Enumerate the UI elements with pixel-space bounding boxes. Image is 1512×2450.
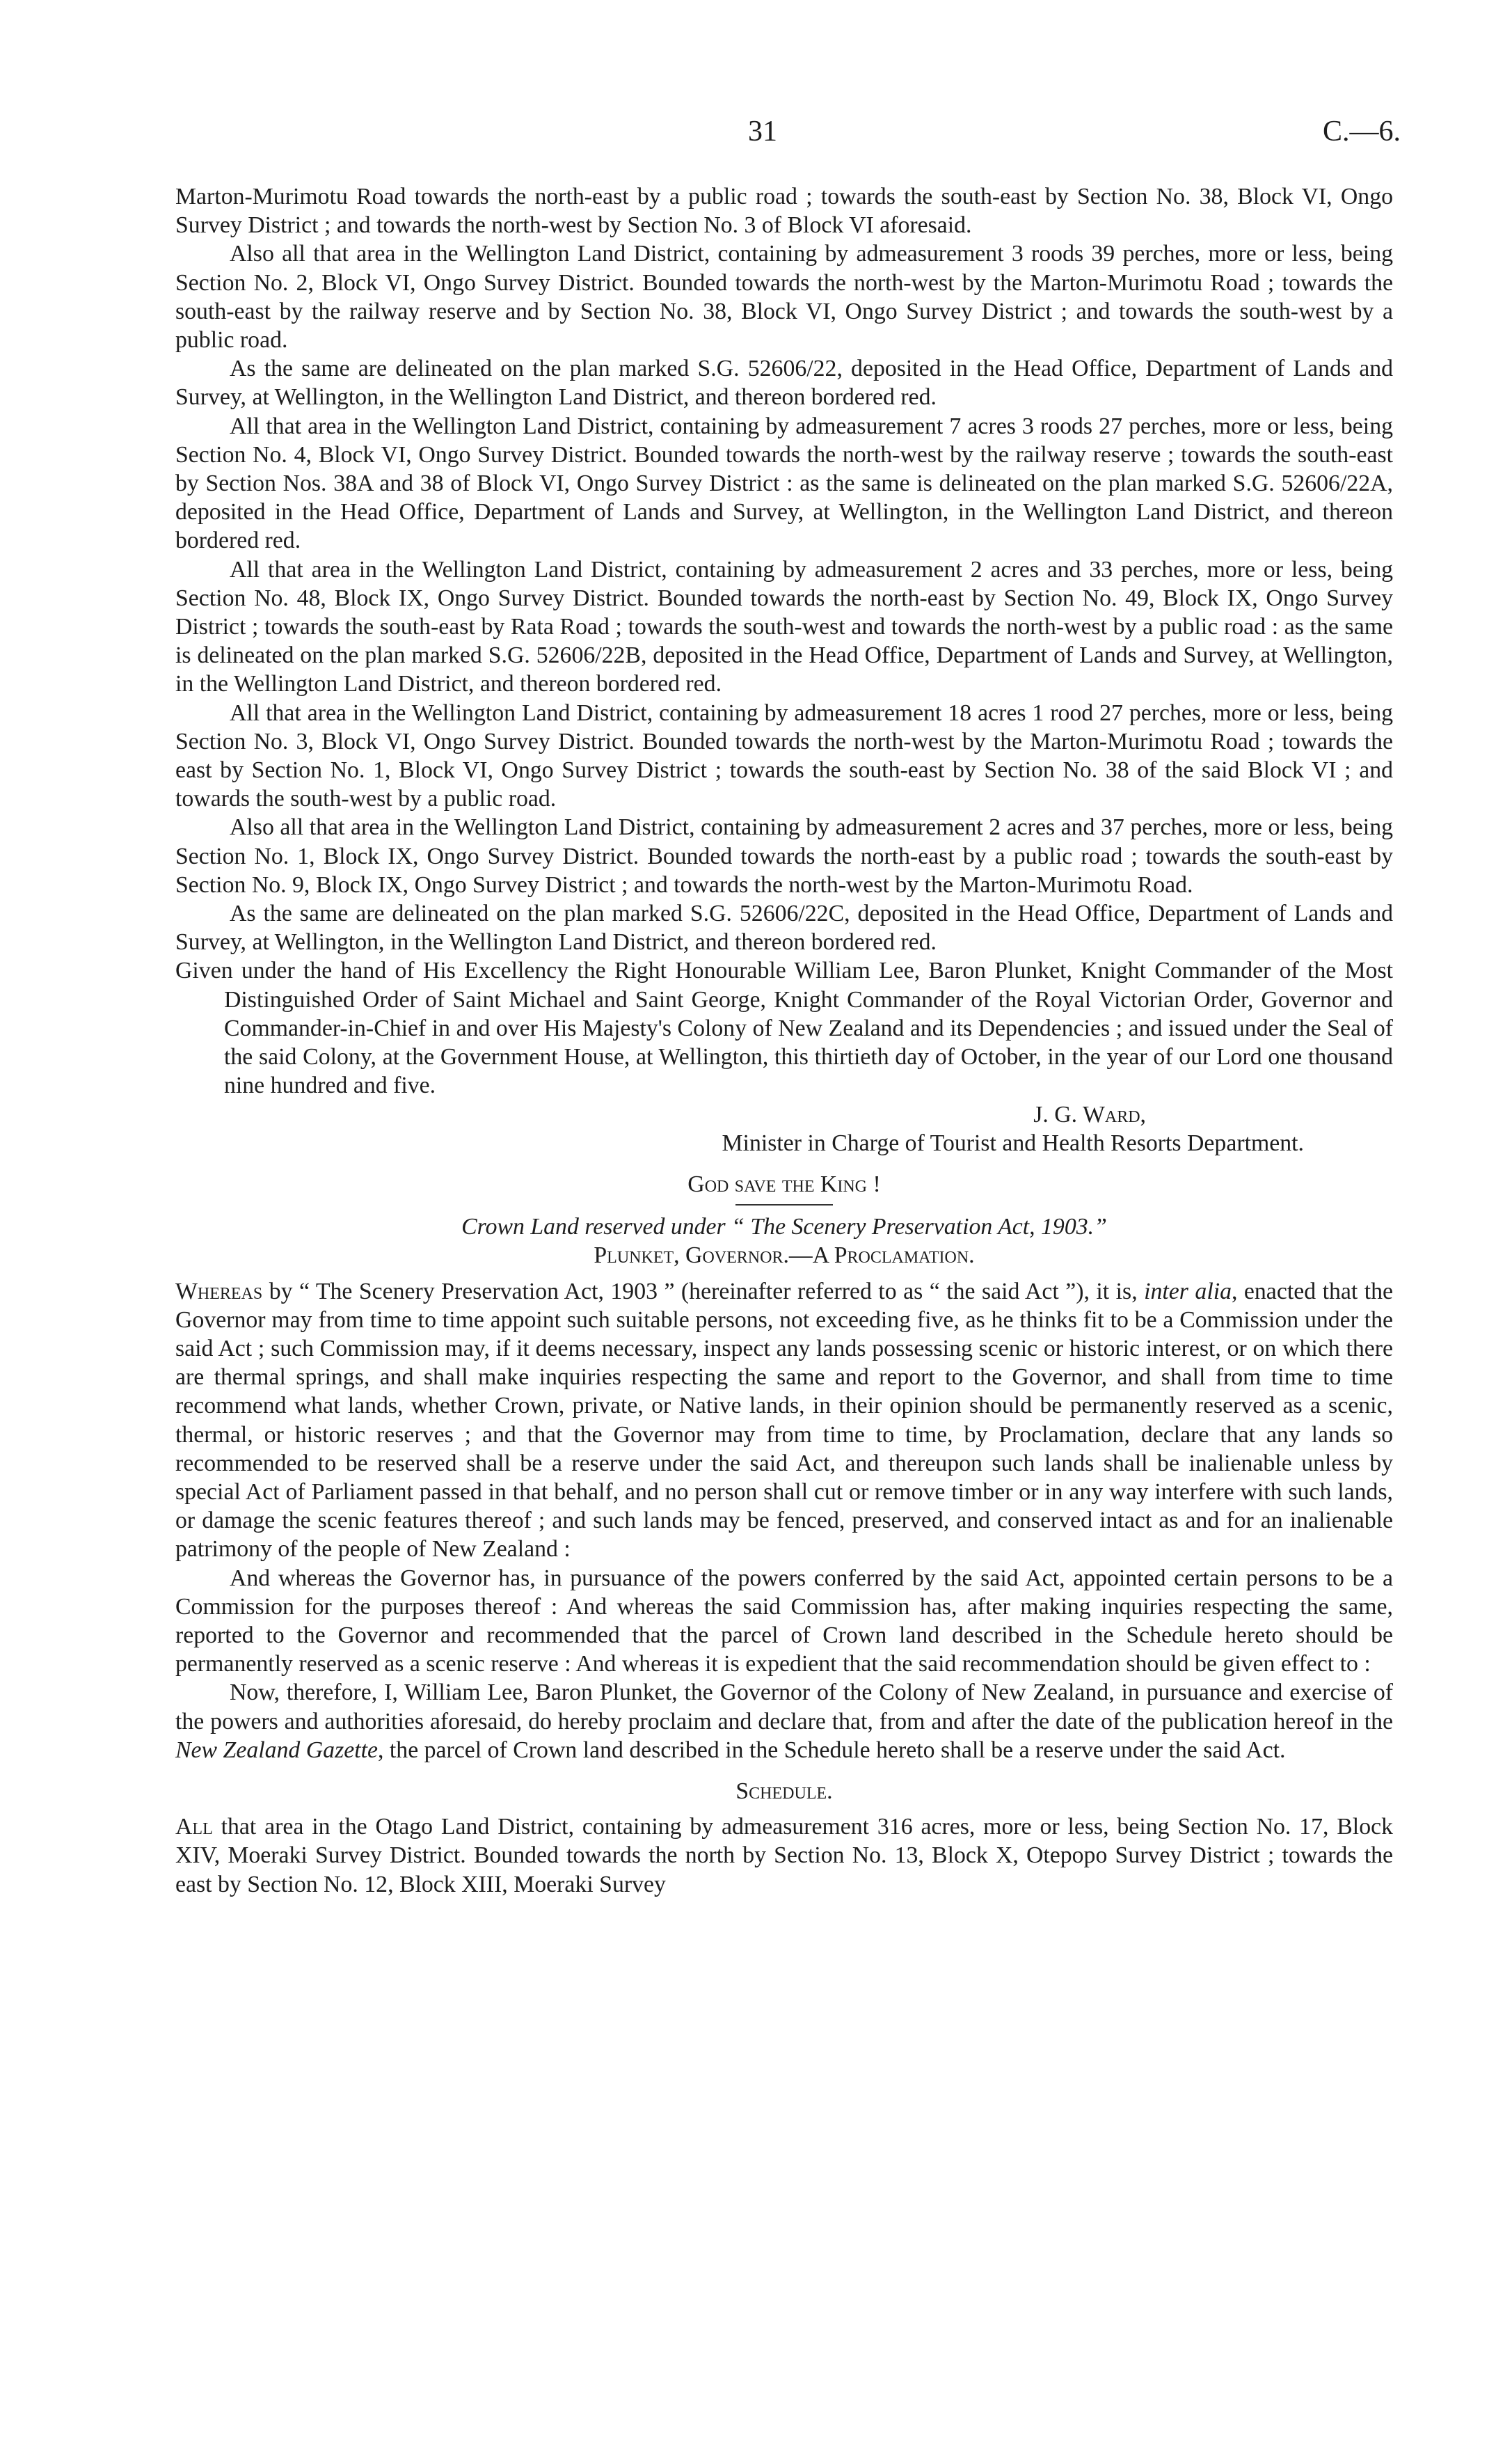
paragraph: Also all that area in the Wellington Land District, containing by admeasurement 3 roods 39 perches, more or less, being Section No. 2, Block VI, Ongo Survey District. Bounded towards the north-west by the Marton-Murimotu Road ; towards the south-east by the railway reserve and by Section No. 38, Block VI, Ongo Survey District ; and towards the south-west by a public road.	[175, 241, 1393, 354]
section-divider	[735, 1204, 833, 1206]
signatory-title: Minister in Charge of Tourist and Health Resorts Department.	[722, 1130, 1304, 1156]
spacer	[175, 1805, 1393, 1812]
schedule-text: that area in the Otago Land District, containing by admeasurement 316 acres, more or less, being Section No. 17, Block XIV, Moeraki Survey District. Bounded towards the north by Section No. 13, Block X, Otepopo Survey District ; towards the east by Section No. 12, Block XIII, Moeraki Survey	[175, 1814, 1393, 1897]
page-number: 31	[748, 116, 777, 148]
gazette-name: New Zealand Gazette	[175, 1737, 379, 1763]
god-save-the-king: God save the King !	[687, 1171, 881, 1197]
schedule-paragraph	[175, 1812, 1393, 1899]
given-under-hand: Given under the hand of His Excellency the Right Honourable William Lee, Baron Plunket, Knight Commander of the Most Distinguished Order of Saint Michael and Saint George, Knight Commander of the Royal Victorian Order, Governor and Commander-in-Chief in and over His Majesty's Colony of New Zealand and its Dependencies ; and issued under the Seal of the said Colony, at the Government House, at Wellington, this thirtieth day of October, in the year of our Lord one thousand nine hundred and five.	[175, 958, 1393, 1099]
whereas-lead: Whereas	[175, 1278, 263, 1304]
now-therefore-text-cont: , the parcel of Crown land described in the Schedule hereto shall be a reserve under the said Act.	[378, 1737, 1286, 1763]
proclamation-title: Crown Land reserved under “ The Scenery Preservation Act, 1903.”	[461, 1214, 1107, 1240]
paragraph: Also all that area in the Wellington Land District, containing by admeasurement 2 acres and 37 perches, more or less, being Section No. 1, Block IX, Ongo Survey District. Bounded towards the north-east by a public road ; towards the south-east by Section No. 9, Block IX, Ongo Survey District ; and towards the north-west by the Marton-Murimotu Road.	[175, 814, 1393, 898]
paragraph: All that area in the Wellington Land District, containing by admeasurement 2 acres and 33 perches, more or less, being Section No. 48, Block IX, Ongo Survey District. Bounded towards the north-east by Section No. 49, Block IX, Ongo Survey District ; towards the south-east by Rata Road ; towards the south-west and towards the north-west by a public road : as the same is delineated on the plan marked S.G. 52606/22B, deposited in the Head Office, Department of Lands and Survey, at Wellington, in the Wellington Land District, and thereon bordered red.	[175, 556, 1393, 697]
now-therefore-text: Now, therefore, I, William Lee, Baron Plunket, the Governor of the Colony of New Zealand, in pursuance and exercise of the powers and authorities aforesaid, do hereby proclaim and declare that, from and after the date of the publication hereof in the	[175, 1680, 1393, 1734]
paragraph: All that area in the Wellington Land District, containing by admeasurement 18 acres 1 rood 27 perches, more or less, being Section No. 3, Block VI, Ongo Survey District. Bounded towards the north-west by the Marton-Murimotu Road ; towards the east by Section No. 1, Block VI, Ongo Survey District ; towards the south-east by Section No. 38 of the said Block VI ; and towards the south-west by a public road.	[175, 700, 1393, 812]
document-body	[175, 182, 1393, 1899]
schedule-heading: Schedule.	[735, 1778, 833, 1804]
paragraph: As the same are delineated on the plan marked S.G. 52606/22C, deposited in the Head Office, Department of Lands and Survey, at Wellington, in the Wellington Land District, and thereon bordered red.	[175, 901, 1393, 956]
schedule-lead: All	[175, 1814, 213, 1840]
and-whereas-paragraph: And whereas the Governor has, in pursuance of the powers conferred by the said Act, appointed certain persons to be a Commission for the purposes thereof : And whereas the said Commission has, after making inquiries respecting the same, reported to the Governor and recommended that the parcel of Crown land described in the Schedule hereto should be permanently reserved as a scenic reserve : And whereas it is expedient that the said recommendation should be given effect to :	[175, 1565, 1393, 1677]
whereas-text: by “ The Scenery Preservation Act, 1903 ” (hereinafter referred to as “ the said Act ”), it is,	[262, 1278, 1145, 1304]
paragraph: All that area in the Wellington Land District, containing by admeasurement 7 acres 3 roods 27 perches, more or less, being Section No. 4, Block VI, Ongo Survey District. Bounded towards the north-west by the railway reserve ; towards the south-east by Section Nos. 38A and 38 of Block VI, Ongo Survey District : as the same is delineated on the plan marked S.G. 52606/22A, deposited in the Head Office, Department of Lands and Survey, at Wellington, in the Wellington Land District, and thereon bordered red.	[175, 413, 1393, 554]
spacer	[175, 1270, 1393, 1277]
signatory-name: J. G. Ward,	[1033, 1101, 1146, 1128]
whereas-text-cont: , enacted that the Governor may from time to time appoint such suitable persons, not exceeding five, as he thinks fit to be a Commission under the said Act ; such Commission may, if it deems necessary, inspect any lands possessing scenic or historic interest, or on which there are thermal springs, and shall make inquiries respecting the same and report to the Governor, and shall from time to time recommend what lands, whether Crown, private, or Native lands, in their opinion should be permanently reserved as a scenic, thermal, or historic reserves ; and that the Governor may from time to time, by Proclamation, declare that any lands so recommended to be reserved shall be a reserve under the said Act, and thereupon such lands shall be inalienable unless by special Act of Parliament passed in that behalf, and no person shall cut or remove timber or in any way interfere with such lands, or damage the scenic features thereof ; and such lands may be fenced, preserved, and conserved intact as and for an inalienable patrimony of the people of New Zealand :	[175, 1278, 1393, 1563]
paragraph-continued: Marton-Murimotu Road towards the north-east by a public road ; towards the south-east by Section No. 38, Block VI, Ongo Survey District ; and towards the north-west by Section No. 3 of Block VI aforesaid.	[175, 184, 1393, 239]
document-reference: C.—6.	[1322, 116, 1401, 148]
whereas-paragraph	[175, 1277, 1393, 1564]
inter-alia: inter alia	[1144, 1278, 1232, 1304]
proclamation-subtitle: Plunket, Governor.—A Proclamation.	[594, 1242, 975, 1269]
paragraph: As the same are delineated on the plan marked S.G. 52606/22, deposited in the Head Office, Department of Lands and Survey, at Wellington, in the Wellington Land District, and thereon bordered red.	[175, 356, 1393, 411]
spacer	[175, 1764, 1393, 1777]
page-header	[0, 115, 1512, 157]
now-therefore-paragraph	[175, 1678, 1393, 1764]
spacer	[175, 1157, 1393, 1170]
